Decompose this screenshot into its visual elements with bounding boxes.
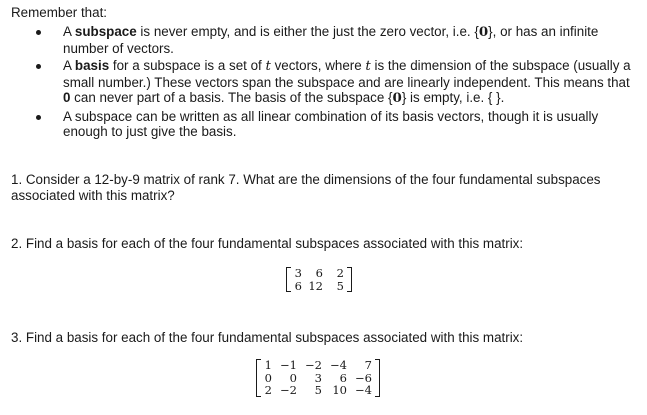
matrix-cell: 6 <box>315 266 323 280</box>
bullet-dot-icon <box>36 115 41 120</box>
matrix-cell: −2 <box>280 383 297 397</box>
term-basis: basis <box>74 58 110 73</box>
variable-t: t <box>365 59 371 74</box>
question-2: 2. Find a basis for each of the four fundamental subspaces associated with this matrix: <box>11 236 524 251</box>
left-bracket <box>286 267 291 292</box>
bullet-dot-icon <box>36 30 41 35</box>
zero-vector-symbol: 0 <box>478 24 489 40</box>
question-3: 3. Find a basis for each of the four fundamental subspaces associated with this matrix: <box>11 330 524 345</box>
matrix-cell: −4 <box>330 358 347 372</box>
matrix-cell: 12 <box>308 278 323 293</box>
bullet-dot-icon <box>36 64 41 69</box>
matrix-cell: −4 <box>355 383 372 397</box>
right-bracket <box>347 267 352 292</box>
left-bracket <box>256 359 261 397</box>
matrix-cell: 6 <box>294 278 302 293</box>
question-1: 1. Consider a 12-by-9 matrix of rank 7. What are the dimensions of the four fundamental subspaces associated with this matrix? <box>11 172 601 203</box>
list-item: A subspace is never empty, and is either the just the zero vector, i.e. {0}, or has an infinite number of vectors. <box>36 24 640 56</box>
matrix-cell: 0 <box>289 370 297 385</box>
matrix-cell: 7 <box>364 358 372 372</box>
matrix-cell: 5 <box>336 278 344 293</box>
matrix-entries <box>292 267 346 292</box>
matrix-row <box>262 359 374 372</box>
matrix-cell: 6 <box>339 370 347 385</box>
matrix-cell: −6 <box>355 370 372 385</box>
matrix-cell: 2 <box>264 383 272 397</box>
zero-vector-symbol: 0 <box>392 90 402 106</box>
matrix-cell: 5 <box>314 383 322 397</box>
remember-heading: Remember that: <box>11 5 108 20</box>
matrix-cell: 1 <box>264 358 272 372</box>
matrix-cell: 2 <box>336 266 344 280</box>
matrix-entries <box>262 359 374 397</box>
matrix-row <box>262 384 374 397</box>
matrix-row <box>292 267 346 280</box>
variable-t: t <box>265 59 271 74</box>
zero-vector-symbol: 0 <box>63 90 71 105</box>
list-item: A basis for a subspace is a set of t vectors, where t is the dimension of the subspace (usually a small number.) These vectors span the subspace and are linearly independent. This means that 0 can never part of a basis. The basis of the subspace {0} is empty, i.e. { }. <box>36 58 640 107</box>
matrix-cell: −1 <box>280 358 297 372</box>
matrix-3x5 <box>256 359 380 397</box>
matrix-cell: 0 <box>264 370 272 385</box>
matrix-cell: 3 <box>314 370 322 385</box>
list-item: A subspace can be written as all linear combination of its basis vectors, though it is usually enough to just give the basis. <box>36 109 640 140</box>
matrix-row <box>292 280 346 293</box>
matrix-cell: 10 <box>332 383 347 397</box>
matrix-cell: −2 <box>305 358 322 372</box>
matrix-cell: 3 <box>294 266 302 280</box>
facts-list <box>36 24 640 142</box>
right-bracket <box>375 359 380 397</box>
matrix-2x3 <box>286 267 352 292</box>
term-subspace: subspace <box>74 24 137 39</box>
